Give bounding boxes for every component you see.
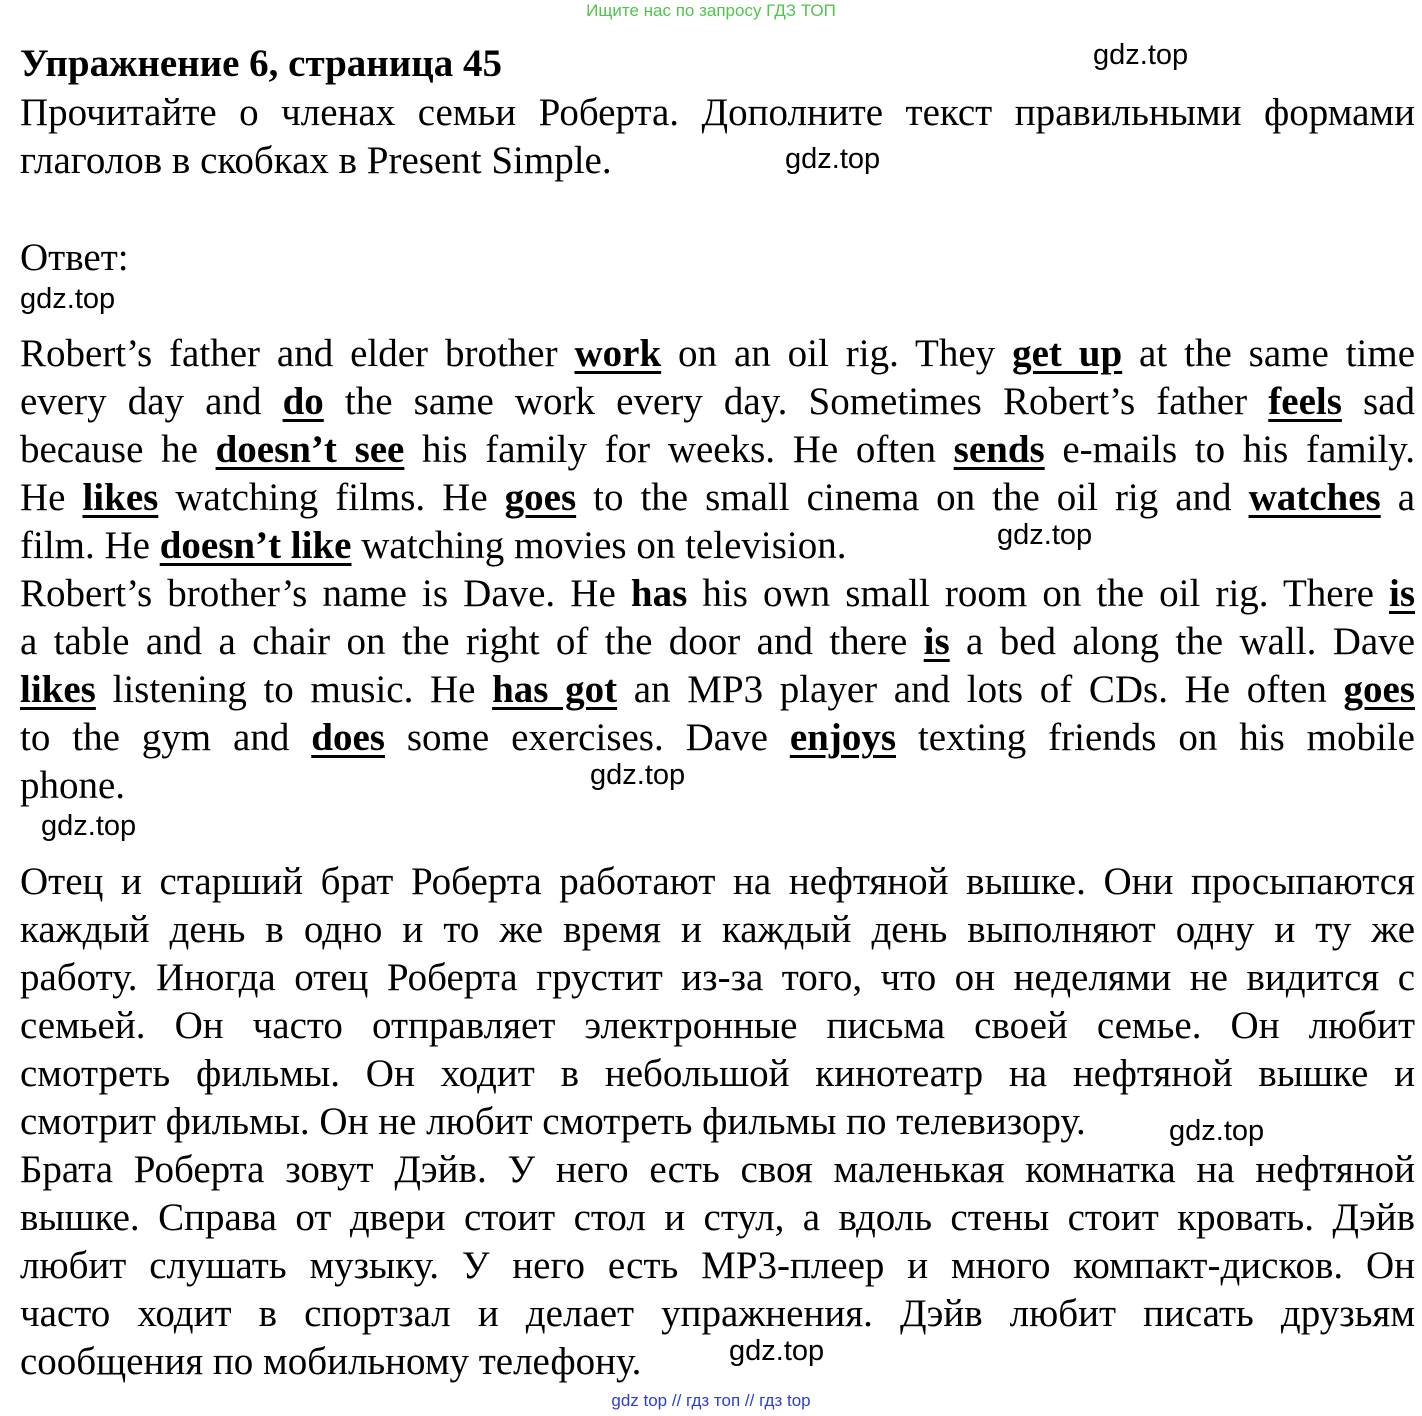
russian-line: работу. Иногда отец Роберта грустит из-за того, что он неделями не видится с [20,956,1415,999]
russian-line: вышке. Справа от двери стоит стол и стул, а вдоль стены стоит кровать. Дэйв [20,1196,1415,1239]
russian-line: смотреть фильмы. Он ходит в небольшой кинотеатр на нефтяной вышке и [20,1052,1415,1095]
text-segment: some exercises. Dave [384,716,790,759]
answer-word: doesn’t see [215,428,405,471]
russian-line: Брата Роберта зовут Дэйв. У него есть своя маленькая комнатка на нефтяной [20,1148,1415,1191]
answer-word: likes [20,668,96,711]
english-line [20,618,1415,666]
footer-link-gdz-top-mixed[interactable]: гдз top [759,1391,811,1410]
watermark: gdz.top [785,143,881,175]
text-segment: Robert’s brother’s name is Dave. He [20,572,631,615]
answer-word: has [630,572,688,615]
answer-word: work [574,332,662,375]
text-segment: He [20,476,83,519]
instruction-line-1: Прочитайте о членах семьи Роберта. Дополните текст правильными формами [20,91,1415,134]
english-line [20,714,1415,762]
text-segment: Robert’s father and elder brother [20,332,575,375]
top-banner[interactable]: Ищите нас по запросу ГДЗ ТОП [586,1,836,20]
text-segment: a [1380,476,1416,519]
bottom-banner [0,1390,1422,1412]
russian-line: каждый день в одно и то же время и каждый день выполняют одну и ту же [20,908,1415,951]
answer-word: likes [82,476,159,519]
answer-word: get up [1012,332,1123,375]
answer-label: Ответ: [20,236,129,279]
english-line [20,666,1415,714]
watermark: gdz.top [729,1335,825,1367]
text-segment: his own small room on the oil rig. There [687,572,1389,615]
text-segment: on an oil rig. They [661,332,1013,375]
answer-word: goes [1343,668,1415,711]
text-segment: texting friends on his mobile [896,716,1415,759]
text-segment: to the small cinema on the oil rig and [576,476,1249,519]
watermark: gdz.top [1169,1115,1265,1147]
answer-word: watches [1248,476,1381,519]
answer-word: sends [953,428,1045,471]
text-segment: a table and a chair on the right of the door and there [20,620,924,663]
english-line [20,474,1415,522]
russian-line: часто ходит в спортзал и делает упражнения. Дэйв любит писать друзьям [20,1292,1415,1335]
watermark: gdz.top [590,759,686,791]
answer-word: does [311,716,385,759]
english-line [20,570,1415,618]
answer-word: goes [504,476,577,519]
text-segment: sad [1341,380,1416,423]
answer-word: has got [492,668,618,711]
text-segment: to the gym and [20,716,312,759]
instruction-line-2: глаголов в скобках в Present Simple. [20,139,612,182]
text-segment: every day and [20,380,283,423]
watermark: gdz.top [1093,39,1189,71]
footer-separator: // [744,1391,755,1410]
text-segment: phone. [20,764,126,807]
exercise-title: Упражнение 6, страница 45 [20,42,502,85]
russian-line: любит слушать музыку. У него есть MP3-плеер и много компакт-дисков. Он [20,1244,1415,1287]
watermark: gdz.top [41,810,137,842]
footer-separator: // [671,1391,682,1410]
text-segment: at the same time [1122,332,1416,375]
text-segment: listening to music. He [95,668,493,711]
answer-word: is [923,620,950,663]
english-line [20,522,1415,570]
answer-word: enjoys [789,716,897,759]
russian-line: Отец и старший брат Роберта работают на нефтяной вышке. Они просыпаются [20,860,1415,903]
text-segment: because he [20,428,216,471]
english-line [20,426,1415,474]
text-segment: e-mails to his family. [1044,428,1415,471]
english-line [20,762,1415,810]
footer-link-gdz-top-ru[interactable]: гдз топ [686,1391,741,1410]
text-segment: watching films. He [158,476,505,519]
text-segment: a bed along the wall. Dave [949,620,1416,663]
english-line [20,330,1415,378]
watermark: gdz.top [20,283,116,315]
russian-line: сообщения по мобильному телефону. [20,1340,642,1383]
text-segment: the same work every day. Sometimes Robert’s father [323,380,1269,423]
answer-word: feels [1268,380,1342,423]
english-line [20,378,1415,426]
text-segment: watching movies on television. [351,524,847,567]
answer-word: is [1389,572,1416,615]
footer-link-gdz-top[interactable]: gdz top [611,1391,668,1410]
text-segment: film. He [20,524,160,567]
russian-line: семьей. Он часто отправляет электронные письма своей семье. Он любит [20,1004,1415,1047]
russian-line: смотрит фильмы. Он не любит смотреть фильмы по телевизору. [20,1100,1086,1143]
watermark: gdz.top [997,519,1093,551]
text-segment: an MP3 player and lots of CDs. He often [617,668,1344,711]
answer-word: do [282,380,324,423]
answer-word: doesn’t like [159,524,352,567]
text-segment: his family for weeks. He often [404,428,954,471]
